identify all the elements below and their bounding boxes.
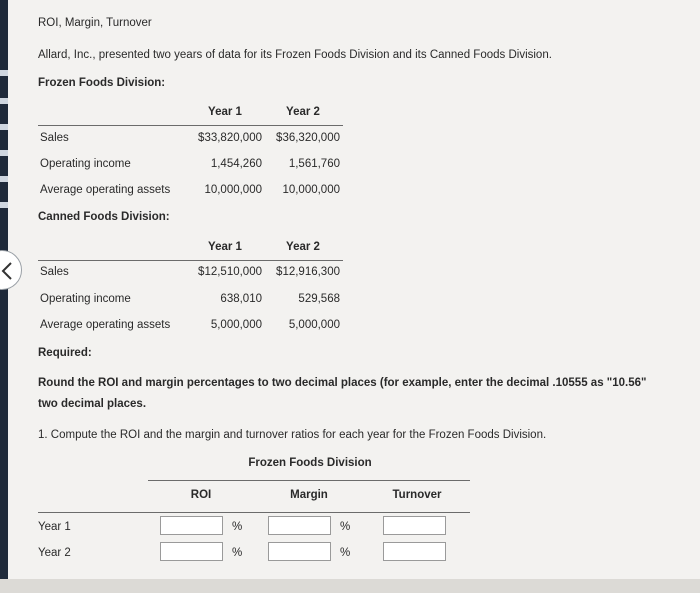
canned-row-y1: $12,510,000 [198, 266, 262, 278]
canned-heading: Canned Foods Division: [38, 211, 170, 223]
answer-header-rule [38, 512, 470, 513]
roi-input-year2[interactable] [160, 542, 223, 561]
edge-tick [0, 98, 8, 104]
page-title: ROI, Margin, Turnover [38, 17, 152, 29]
answer-row-label: Year 1 [38, 521, 71, 533]
frozen-row-y1: $33,820,000 [198, 132, 262, 144]
frozen-row-label: Operating income [40, 158, 131, 170]
canned-row-label: Average operating assets [40, 319, 171, 331]
canned-row-label: Operating income [40, 293, 131, 305]
frozen-row-y1: 1,454,260 [210, 158, 262, 170]
percent-sign: % [232, 521, 243, 533]
canned-year2-header: Year 2 [286, 241, 320, 253]
canned-row-y1: 5,000,000 [210, 319, 262, 331]
edge-tick [0, 70, 8, 76]
percent-sign: % [340, 521, 351, 533]
canned-row-y2: $12,916,300 [276, 266, 340, 278]
turnover-input-year1[interactable] [383, 516, 446, 535]
percent-sign: % [340, 547, 351, 559]
margin-input-year2[interactable] [268, 542, 331, 561]
frozen-row-y2: 1,561,760 [288, 158, 340, 170]
frozen-heading: Frozen Foods Division: [38, 77, 166, 89]
caption-rule [148, 480, 470, 481]
question-1: 1. Compute the ROI and the margin and turnover ratios for each year for the Frozen Foods Division. [38, 429, 547, 441]
left-edge-strip [0, 0, 8, 593]
turnover-input-year2[interactable] [383, 542, 446, 561]
canned-row-label: Sales [40, 266, 69, 278]
frozen-year1-header: Year 1 [208, 106, 242, 118]
required-label: Required: [38, 347, 92, 359]
roi-input-year1[interactable] [160, 516, 223, 535]
intro-text: Allard, Inc., presented two years of data for its Frozen Foods Division and its Canned Foods Division. [38, 49, 552, 61]
frozen-header-rule [38, 125, 343, 126]
frozen-row-label: Average operating assets [40, 184, 171, 196]
edge-tick [0, 176, 8, 182]
canned-year1-header: Year 1 [208, 241, 242, 253]
canned-row-y1: 638,010 [220, 293, 262, 305]
bottom-bar [0, 579, 700, 593]
frozen-year2-header: Year 2 [286, 106, 320, 118]
instruction-line-2: two decimal places. [38, 398, 147, 410]
frozen-row-y2: $36,320,000 [276, 132, 340, 144]
col-header-roi: ROI [190, 489, 212, 501]
frozen-row-y1: 10,000,000 [204, 184, 262, 196]
answer-table-caption: Frozen Foods Division [248, 457, 372, 469]
percent-sign: % [232, 547, 243, 559]
canned-row-y2: 529,568 [298, 293, 340, 305]
edge-tick [0, 202, 8, 208]
chevron-left-icon [1, 262, 13, 280]
canned-row-y2: 5,000,000 [288, 319, 340, 331]
edge-tick [0, 150, 8, 156]
answer-row-label: Year 2 [38, 547, 71, 559]
col-header-turnover: Turnover [392, 489, 442, 501]
frozen-row-y2: 10,000,000 [282, 184, 340, 196]
col-header-margin: Margin [290, 489, 328, 501]
back-button[interactable] [0, 250, 22, 290]
edge-tick [0, 124, 8, 130]
instruction-line-1: Round the ROI and margin percentages to two decimal places (for example, enter the decimal .10555 as "10.56" [38, 377, 647, 389]
canned-header-rule [38, 260, 343, 261]
margin-input-year1[interactable] [268, 516, 331, 535]
frozen-row-label: Sales [40, 132, 69, 144]
